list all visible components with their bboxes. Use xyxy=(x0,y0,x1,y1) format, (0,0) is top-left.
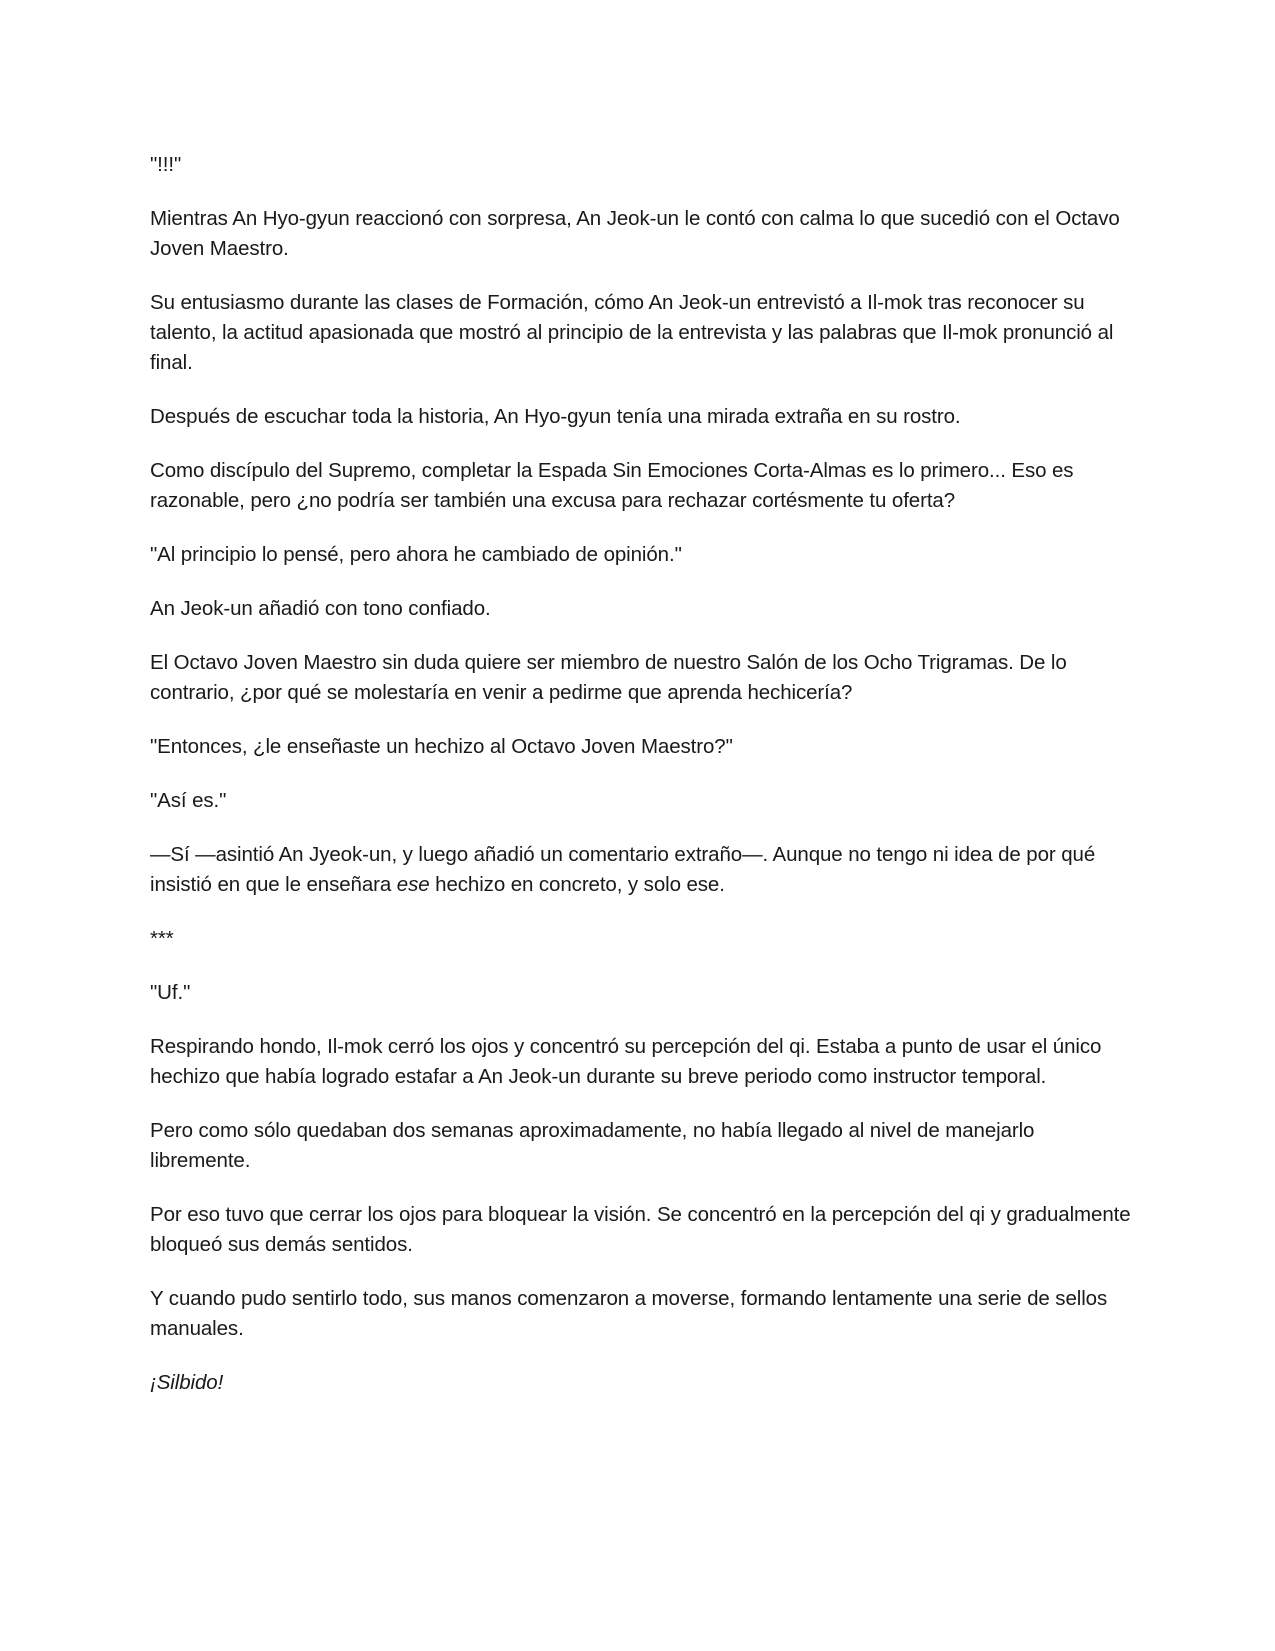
paragraph-text: —Sí —asintió An Jyeok-un, y luego añadió un comentario extraño—. Aunque no tengo ni idea de por qué insistió en que le enseñara xyxy=(150,843,1096,896)
paragraph: "Al principio lo pensé, pero ahora he cambiado de opinión." xyxy=(150,543,682,566)
scene-separator: *** xyxy=(150,927,174,950)
paragraph: Su entusiasmo durante las clases de Formación, cómo An Jeok-un entrevistó a Il-mok tras reconocer su talento, la actitud apasionada que mostró al principio de la entrevista y las palabras que Il-mok pronunció al final. xyxy=(150,291,1114,374)
paragraph: Como discípulo del Supremo, completar la Espada Sin Emociones Corta-Almas es lo primero... Eso es razonable, pero ¿no podría ser también una excusa para rechazar cortésmente tu oferta? xyxy=(150,459,1074,512)
paragraph: El Octavo Joven Maestro sin duda quiere ser miembro de nuestro Salón de los Ocho Trigramas. De lo contrario, ¿por qué se molestaría en venir a pedirme que aprenda hechicería? xyxy=(150,651,1067,704)
paragraph: Por eso tuvo que cerrar los ojos para bloquear la visión. Se concentró en la percepción del qi y gradualmente bloqueó sus demás sentidos. xyxy=(150,1203,1131,1256)
paragraph: "Uf." xyxy=(150,981,191,1004)
paragraph: Después de escuchar toda la historia, An Hyo-gyun tenía una mirada extraña en su rostro. xyxy=(150,405,961,428)
paragraph: "Así es." xyxy=(150,789,227,812)
paragraph-with-emphasis xyxy=(150,840,1140,900)
closing-italic-line: ¡Silbido! xyxy=(150,1371,224,1394)
paragraph: Y cuando pudo sentirlo todo, sus manos comenzaron a moverse, formando lentamente una serie de sellos manuales. xyxy=(150,1287,1108,1340)
paragraph: Mientras An Hyo-gyun reaccionó con sorpresa, An Jeok-un le contó con calma lo que sucedió con el Octavo Joven Maestro. xyxy=(150,207,1120,260)
paragraph: "Entonces, ¿le enseñaste un hechizo al Octavo Joven Maestro?" xyxy=(150,735,733,758)
paragraph: An Jeok-un añadió con tono confiado. xyxy=(150,597,491,620)
emphasis-text: ese xyxy=(396,873,430,896)
paragraph-text: hechizo en concreto, y solo ese. xyxy=(429,873,725,896)
document-body xyxy=(150,150,1140,1422)
paragraph: "!!!" xyxy=(150,153,182,176)
paragraph: Respirando hondo, Il-mok cerró los ojos y concentró su percepción del qi. Estaba a punto de usar el único hechizo que había logrado estafar a An Jeok-un durante su breve periodo como instructor temporal. xyxy=(150,1035,1102,1088)
paragraph: Pero como sólo quedaban dos semanas aproximadamente, no había llegado al nivel de manejarlo libremente. xyxy=(150,1119,1035,1172)
